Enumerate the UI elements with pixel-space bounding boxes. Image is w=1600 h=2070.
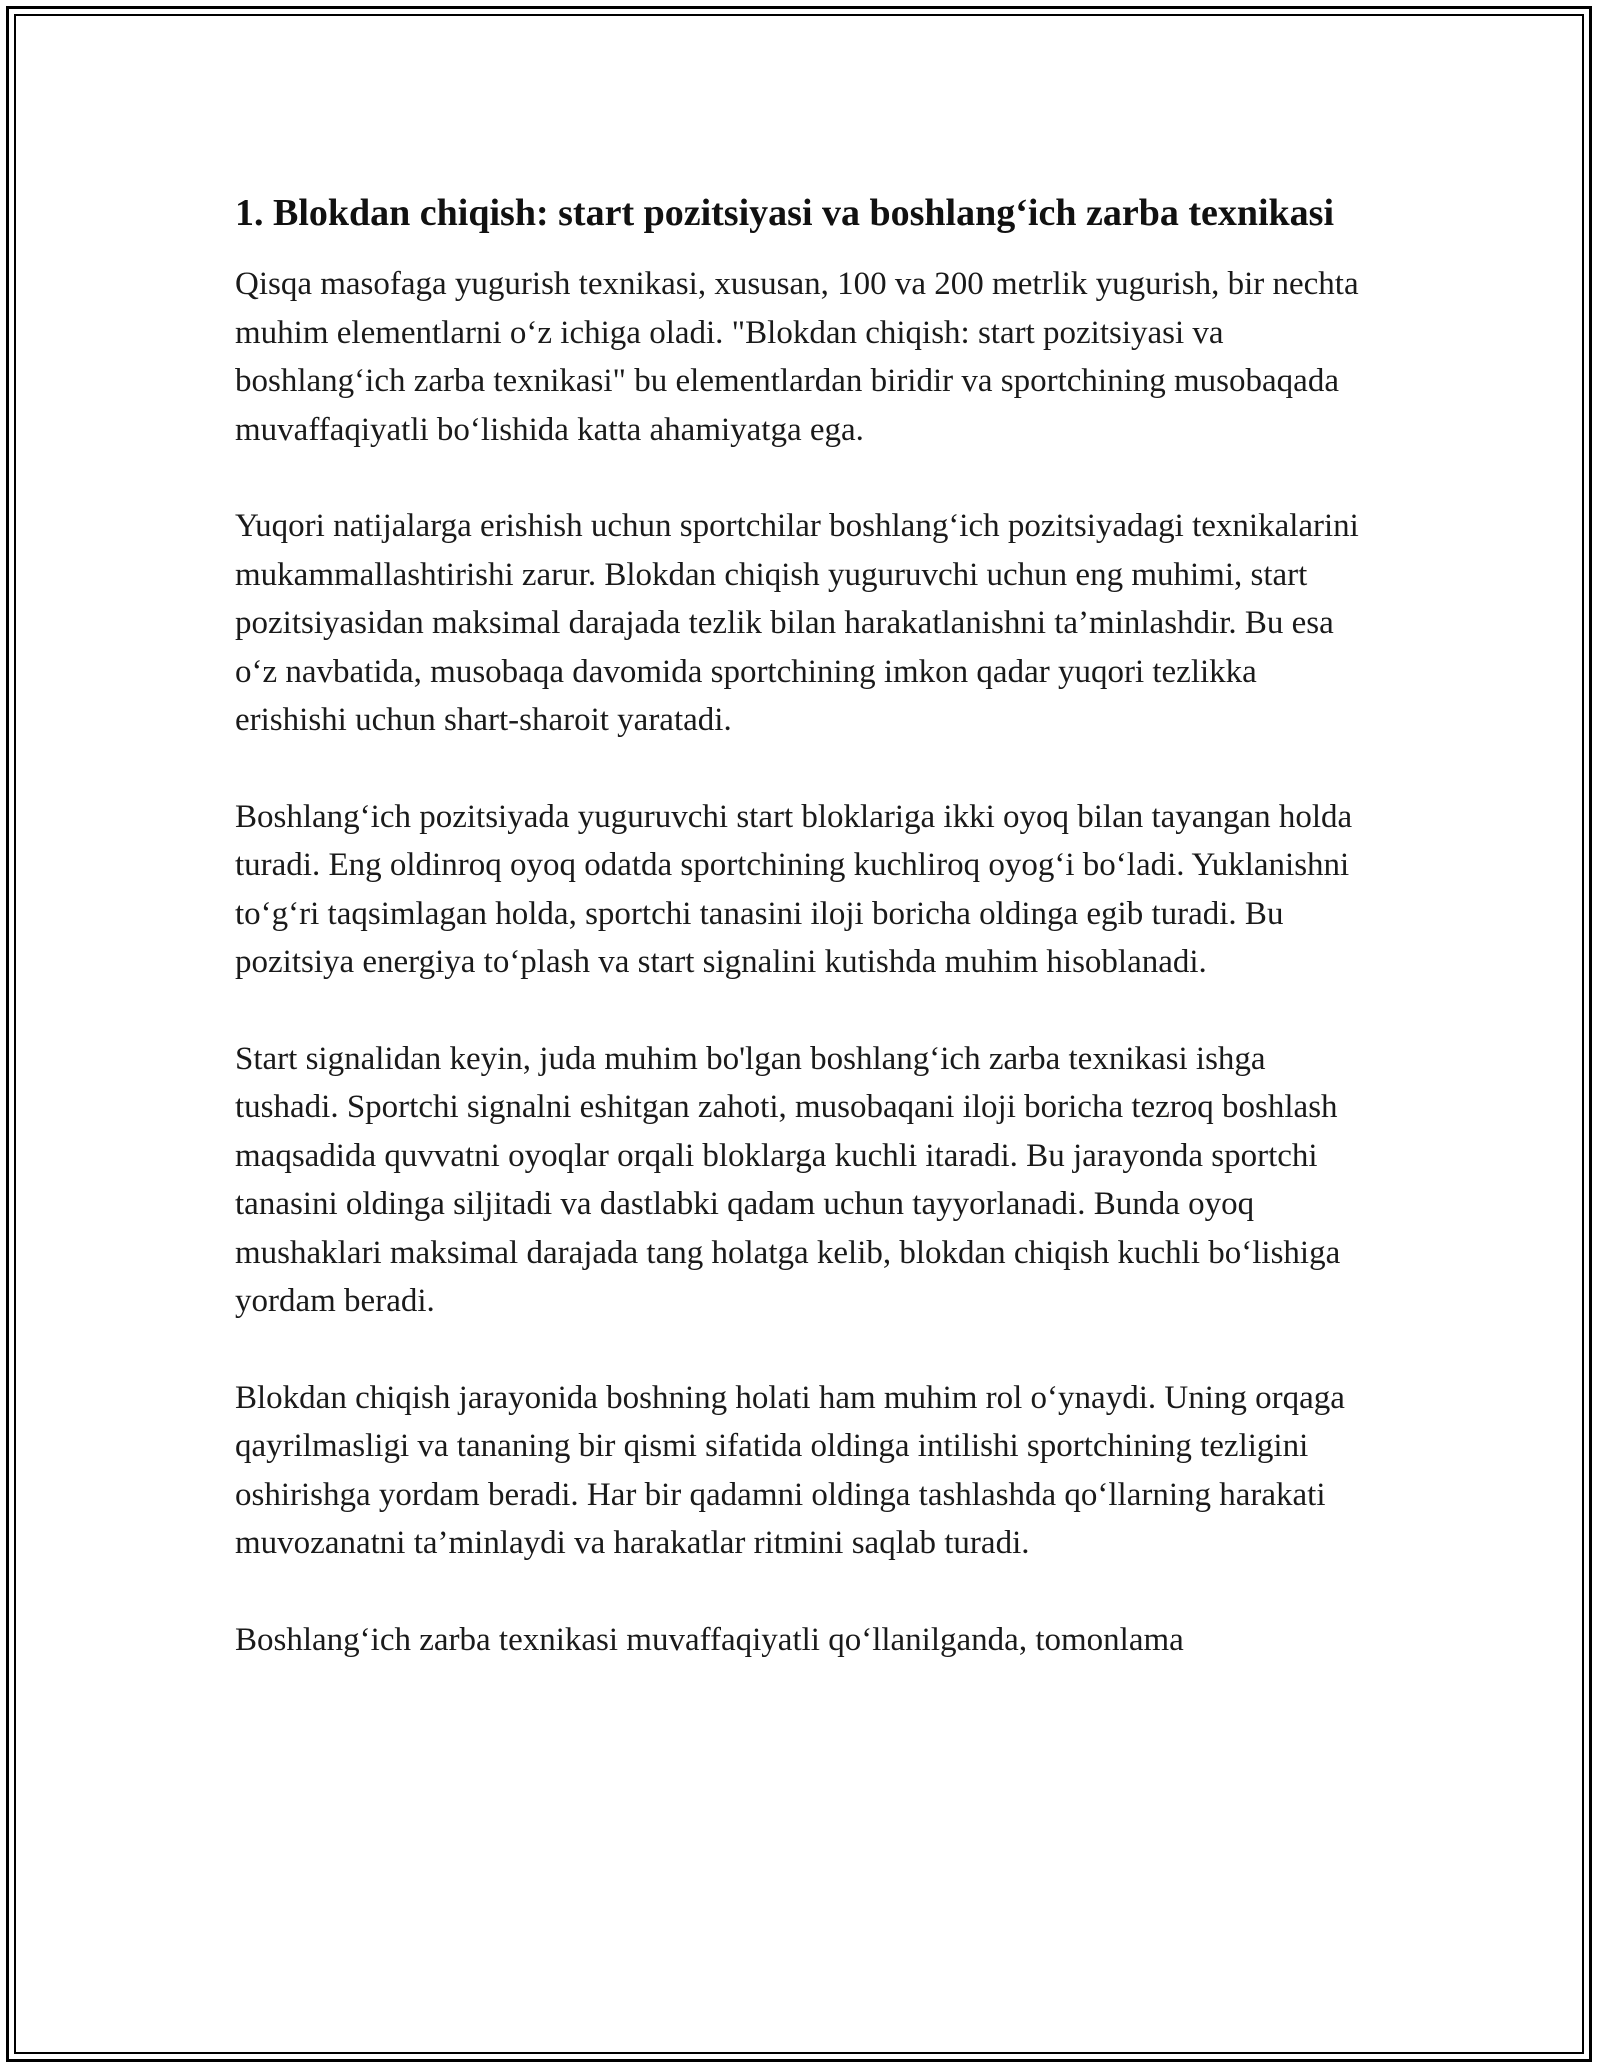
paragraph-6: Boshlang‘ich zarba texnikasi muvaffaqiyatli qo‘llanilganda, tomonlama xyxy=(235,1621,1184,1658)
paragraph-2: Yuqori natijalarga erishish uchun sportchilar boshlang‘ich pozitsiyadagi texnikalarini mukammallashtirishi zarur. Blokdan chiqish yuguruvchi uchun eng muhimi, start pozitsiyasidan maksimal darajada tezlik bilan harakatlanishni ta’minlashdir. Bu esa o‘z navbatida, musobaqa davomida sportchining imkon qadar yuqori tezlikka erishishi uchun shart-sharoit yaratadi. xyxy=(235,508,1359,738)
document-body xyxy=(235,186,1365,1712)
paragraph-3: Boshlang‘ich pozitsiyada yuguruvchi start bloklariga ikki oyoq bilan tayangan holda turadi. Eng oldinroq oyoq odatda sportchining kuchliroq oyog‘i bo‘ladi. Yuklanishni to‘g‘ri taqsimlagan holda, sportchi tanasini iloji boricha oldinga egib turadi. Bu pozitsiya energiya to‘plash va start signalini kutishda muhim hisoblanadi. xyxy=(235,798,1353,980)
paragraph-4: Start signalidan keyin, juda muhim bo'lgan boshlang‘ich zarba texnikasi ishga tushadi. Sportchi signalni eshitgan zahoti, musobaqani iloji boricha tezroq boshlash maqsadida quvvatni oyoqlar orqali bloklarga kuchli itaradi. Bu jarayonda sportchi tanasini oldinga siljitadi va dastlabki qadam uchun tayyorlanadi. Bunda oyoq mushaklari maksimal darajada tang holatga kelib, blokdan chiqish kuchli bo‘lishiga yordam beradi. xyxy=(235,1040,1341,1319)
section-heading: 1. Blokdan chiqish: start pozitsiyasi va boshlang‘ich zarba texnikasi xyxy=(235,192,1335,234)
paragraph-1: Qisqa masofaga yugurish texnikasi, xususan, 100 va 200 metrlik yugurish, bir nechta muhim elementlarni o‘z ichiga oladi. "Blokdan chiqish: start pozitsiyasi va boshlang‘ich zarba texnikasi" bu elementlardan biridir va sportchining musobaqada muvaffaqiyatli bo‘lishida katta ahamiyatga ega. xyxy=(235,266,1359,448)
paragraph-5: Blokdan chiqish jarayonida boshning holati ham muhim rol o‘ynaydi. Uning orqaga qayrilmasligi va tananing bir qismi sifatida oldinga intilishi sportchining tezligini oshirishga yordam beradi. Har bir qadamni oldinga tashlashda qo‘llarning harakati muvozanatni ta’minlaydi va harakatlar ritmini saqlab turadi. xyxy=(235,1379,1345,1561)
